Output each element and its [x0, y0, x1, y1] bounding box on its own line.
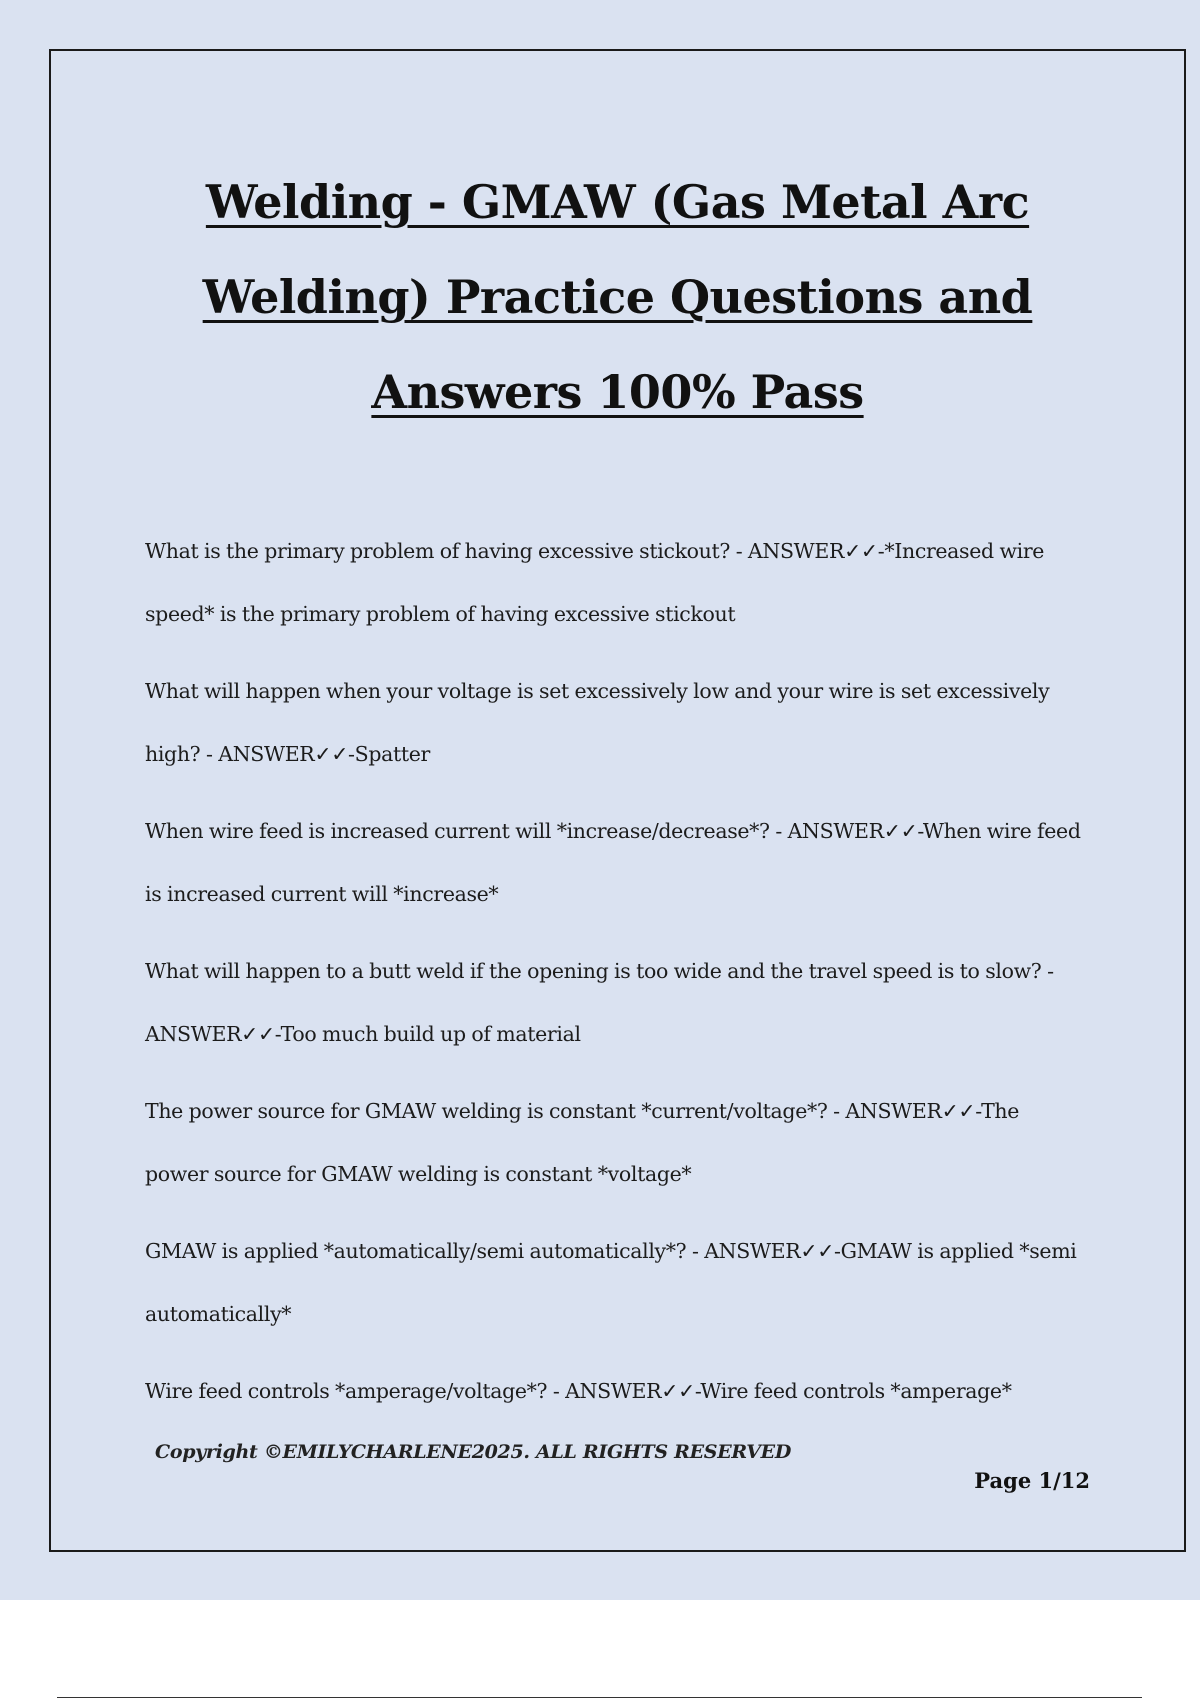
copyright-notice: Copyright ©EMILYCHARLENE2025. ALL RIGHTS RESERVED — [155, 1441, 792, 1463]
document-title-text: Welding - GMAW (Gas Metal Arc Welding) Practice Questions and Answers 100% Pass — [202, 175, 1033, 419]
qa-item: Wire feed controls *amperage/voltage*? - ANSWER✓✓-Wire feed controls *amperage* — [145, 1379, 1012, 1403]
qa-item: GMAW is applied *automatically/semi automatically*? - ANSWER✓✓-GMAW is applied *semi automatically* — [145, 1239, 1077, 1326]
qa-item: When wire feed is increased current will *increase/decrease*? - ANSWER✓✓-When wire feed is increased current will *increase* — [145, 819, 1081, 906]
qa-list — [145, 520, 1085, 1437]
next-page-divider — [57, 1697, 1142, 1698]
page-number: Page 1/12 — [974, 1468, 1090, 1493]
document-title — [150, 155, 1085, 440]
qa-item: The power source for GMAW welding is constant *current/voltage*? - ANSWER✓✓-The power source for GMAW welding is constant *voltage* — [145, 1099, 1020, 1186]
qa-item: What is the primary problem of having excessive stickout? - ANSWER✓✓-*Increased wire speed* is the primary problem of having excessive stickout — [145, 539, 1045, 626]
qa-item: What will happen to a butt weld if the opening is too wide and the travel speed is to slow? - ANSWER✓✓-Too much build up of material — [145, 959, 1054, 1046]
qa-item: What will happen when your voltage is set excessively low and your wire is set excessively high? - ANSWER✓✓-Spatter — [145, 679, 1050, 766]
